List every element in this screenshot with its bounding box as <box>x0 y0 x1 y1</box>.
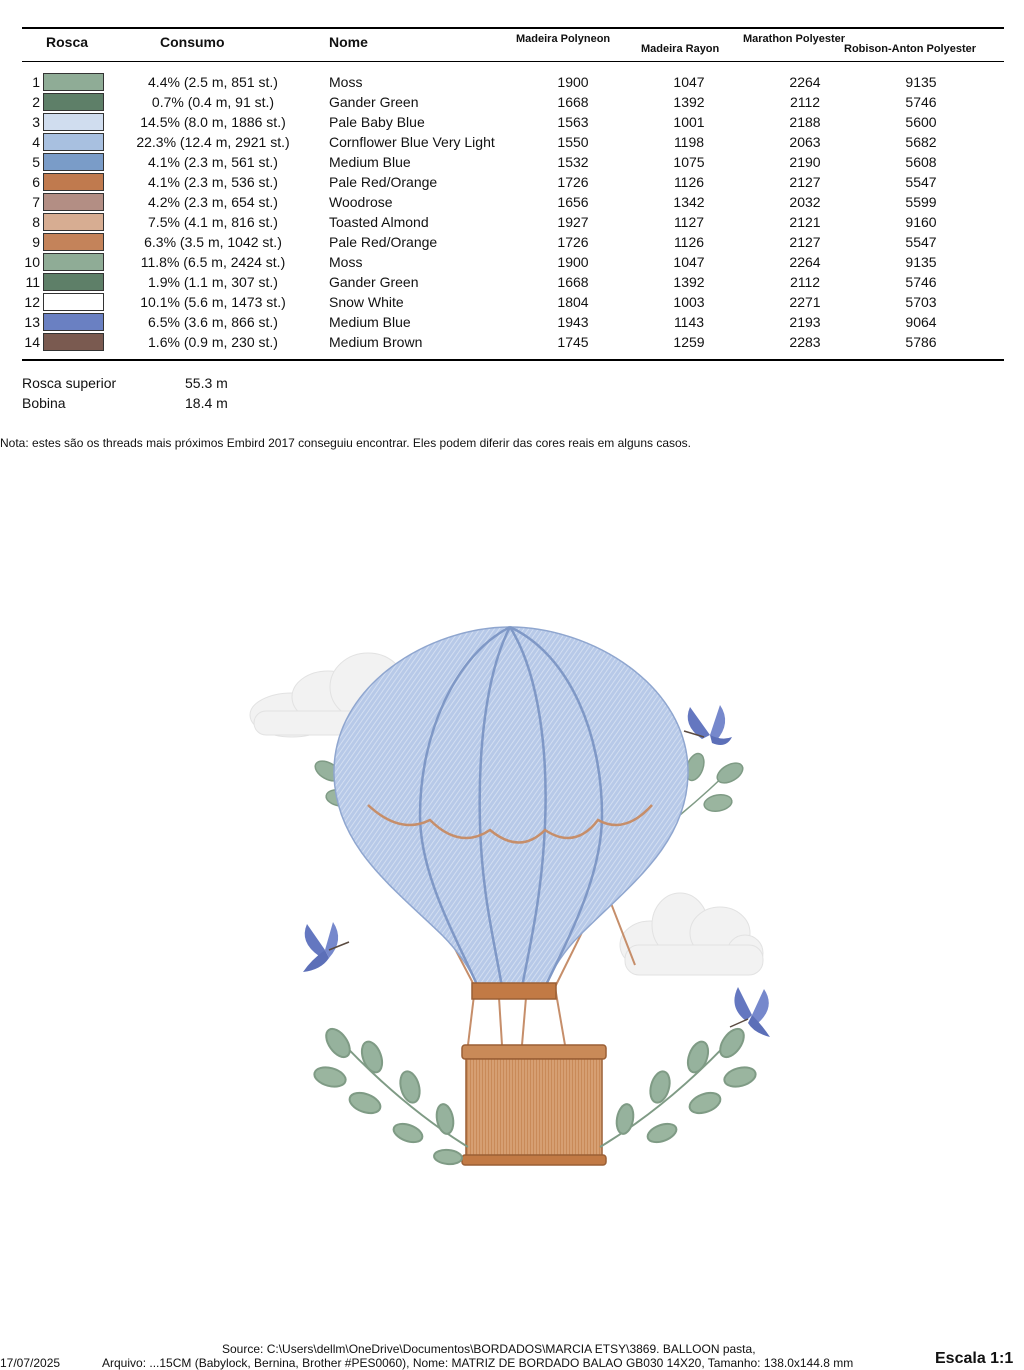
thread-robison: 9160 <box>905 214 937 230</box>
thread-row <box>0 132 1024 152</box>
thread-color-swatch <box>43 153 104 171</box>
thread-number: 7 <box>32 194 40 210</box>
thread-marathon: 2188 <box>789 114 821 130</box>
total-bobina-value: 18.4 m <box>185 395 228 411</box>
thread-name: Gander Green <box>329 274 419 290</box>
thread-consumo: 1.6% (0.9 m, 230 st.) <box>148 334 278 350</box>
thread-row <box>0 172 1024 192</box>
thread-number: 11 <box>25 274 40 290</box>
thread-madeira-rayon: 1392 <box>673 94 705 110</box>
thread-consumo: 0.7% (0.4 m, 91 st.) <box>151 94 275 110</box>
thread-madeira-polyneon: 1726 <box>557 234 589 250</box>
thread-marathon: 2264 <box>789 74 821 90</box>
thread-consumo: 11.8% (6.5 m, 2424 st.) <box>140 254 286 270</box>
thread-robison: 5600 <box>905 114 937 130</box>
thread-consumo: 7.5% (4.1 m, 816 st.) <box>148 214 278 230</box>
footer-arquivo: Arquivo: ...15CM (Babylock, Bernina, Brother #PES0060), Nome: MATRIZ DE BORDADO BALAO GB030 14X20, Tamanho: 138.0x144.8 mm <box>102 1356 854 1370</box>
thread-marathon: 2127 <box>789 234 821 250</box>
thread-robison: 5786 <box>905 334 937 350</box>
thread-number: 5 <box>32 154 40 170</box>
thread-madeira-rayon: 1075 <box>673 154 705 170</box>
thread-name: Woodrose <box>329 194 393 210</box>
thread-consumo: 22.3% (12.4 m, 2921 st.) <box>136 134 290 150</box>
thread-madeira-polyneon: 1550 <box>557 134 589 150</box>
thread-consumo: 10.1% (5.6 m, 1473 st.) <box>140 294 286 310</box>
thread-madeira-rayon: 1127 <box>673 214 705 230</box>
thread-name: Toasted Almond <box>329 214 429 230</box>
thread-name: Moss <box>329 254 363 270</box>
thread-name: Snow White <box>329 294 404 310</box>
header-madeira-polyneon: Madeira Polyneon <box>516 33 611 45</box>
thread-color-swatch <box>43 193 104 211</box>
thread-color-swatch <box>43 213 104 231</box>
thread-robison: 5682 <box>905 134 937 150</box>
thread-madeira-polyneon: 1804 <box>557 294 589 310</box>
thread-consumo: 6.3% (3.5 m, 1042 st.) <box>144 234 282 250</box>
balloon-basket <box>462 983 606 1165</box>
thread-number: 2 <box>32 94 40 110</box>
thread-madeira-polyneon: 1532 <box>557 154 589 170</box>
thread-row <box>0 92 1024 112</box>
total-superior-label: Rosca superior <box>22 375 117 391</box>
thread-consumo: 14.5% (8.0 m, 1886 st.) <box>140 114 286 130</box>
butterfly-upper-right <box>684 705 732 745</box>
thread-consumo: 4.1% (2.3 m, 536 st.) <box>148 174 278 190</box>
thread-name: Pale Red/Orange <box>329 174 438 190</box>
thread-row <box>0 212 1024 232</box>
thread-madeira-rayon: 1126 <box>673 174 705 190</box>
footer-date: 17/07/2025 <box>0 1356 61 1370</box>
butterfly-left <box>303 922 349 972</box>
thread-madeira-polyneon: 1900 <box>557 254 589 270</box>
thread-color-swatch <box>43 173 104 191</box>
thread-number: 3 <box>32 114 40 130</box>
thread-number: 6 <box>32 174 40 190</box>
thread-marathon: 2193 <box>789 314 821 330</box>
thread-robison: 5746 <box>905 94 937 110</box>
thread-row <box>0 312 1024 332</box>
thread-madeira-rayon: 1259 <box>673 334 705 350</box>
thread-robison: 5547 <box>905 174 937 190</box>
thread-madeira-rayon: 1392 <box>673 274 705 290</box>
thread-madeira-rayon: 1003 <box>673 294 705 310</box>
thread-consumo: 4.2% (2.3 m, 654 st.) <box>148 194 278 210</box>
thread-madeira-rayon: 1001 <box>673 114 705 130</box>
header-marathon: Marathon Polyester <box>743 33 846 45</box>
thread-madeira-rayon: 1047 <box>673 74 705 90</box>
thread-consumo: 4.4% (2.5 m, 851 st.) <box>148 74 278 90</box>
bottom-rule <box>22 359 1004 361</box>
header-consumo: Consumo <box>160 34 225 50</box>
total-bobina-label: Bobina <box>22 395 66 411</box>
thread-color-swatch <box>43 253 104 271</box>
header-robison: Robison-Anton Polyester <box>844 43 977 55</box>
leaf-branch-lower-left <box>312 1025 468 1165</box>
thread-table <box>0 72 1024 352</box>
thread-name: Pale Baby Blue <box>329 114 425 130</box>
thread-marathon: 2063 <box>789 134 821 150</box>
thread-color-swatch <box>43 233 104 251</box>
thread-robison: 9135 <box>905 74 937 90</box>
thread-name: Moss <box>329 74 363 90</box>
thread-note: Nota: estes são os threads mais próximos Embird 2017 conseguiu encontrar. Eles podem diferir das cores reais em alguns casos. <box>0 436 692 450</box>
thread-color-swatch <box>43 293 104 311</box>
thread-color-swatch <box>43 113 104 131</box>
thread-name: Medium Blue <box>329 314 411 330</box>
thread-marathon: 2264 <box>789 254 821 270</box>
thread-number: 1 <box>32 74 40 90</box>
thread-robison: 5703 <box>905 294 937 310</box>
footer-scale: Escala 1:1 <box>935 1350 1014 1367</box>
thread-row <box>0 152 1024 172</box>
thread-madeira-polyneon: 1900 <box>557 74 589 90</box>
thread-marathon: 2112 <box>789 274 821 290</box>
thread-madeira-rayon: 1342 <box>673 194 705 210</box>
thread-color-swatch <box>43 133 104 151</box>
thread-robison: 5608 <box>905 154 937 170</box>
balloon-embroidery-preview <box>240 615 780 1185</box>
thread-row <box>0 72 1024 92</box>
thread-marathon: 2121 <box>789 214 821 230</box>
footer-source: Source: C:\Users\dellm\OneDrive\Documentos\BORDADOS\MARCIA ETSY\3869. BALLOON pasta, <box>222 1342 756 1356</box>
thread-marathon: 2032 <box>789 194 821 210</box>
thread-robison: 5599 <box>905 194 937 210</box>
thread-robison: 5746 <box>905 274 937 290</box>
total-superior-value: 55.3 m <box>185 375 228 391</box>
thread-name: Medium Blue <box>329 154 411 170</box>
thread-madeira-rayon: 1198 <box>673 134 705 150</box>
thread-color-swatch <box>43 273 104 291</box>
thread-marathon: 2283 <box>789 334 821 350</box>
thread-consumo: 1.9% (1.1 m, 307 st.) <box>148 274 278 290</box>
cloud-right <box>620 893 763 975</box>
thread-madeira-polyneon: 1656 <box>557 194 589 210</box>
thread-madeira-polyneon: 1563 <box>557 114 589 130</box>
thread-madeira-polyneon: 1668 <box>557 274 589 290</box>
thread-color-swatch <box>43 73 104 91</box>
thread-robison: 5547 <box>905 234 937 250</box>
thread-number: 9 <box>32 234 40 250</box>
thread-number: 13 <box>24 314 40 330</box>
thread-marathon: 2190 <box>789 154 821 170</box>
thread-color-swatch <box>43 93 104 111</box>
thread-number: 12 <box>24 294 40 310</box>
thread-name: Cornflower Blue Very Light <box>329 134 495 150</box>
thread-madeira-polyneon: 1943 <box>557 314 589 330</box>
thread-marathon: 2112 <box>789 94 821 110</box>
thread-number: 10 <box>24 254 40 270</box>
thread-robison: 9064 <box>905 314 937 330</box>
thread-consumo: 4.1% (2.3 m, 561 st.) <box>148 154 278 170</box>
thread-name: Gander Green <box>329 94 419 110</box>
thread-row <box>0 272 1024 292</box>
thread-name: Pale Red/Orange <box>329 234 438 250</box>
thread-number: 8 <box>32 214 40 230</box>
top-rule <box>22 27 1004 29</box>
thread-row <box>0 332 1024 352</box>
header-nome: Nome <box>329 34 368 50</box>
thread-marathon: 2271 <box>789 294 821 310</box>
thread-row <box>0 292 1024 312</box>
thread-madeira-rayon: 1047 <box>673 254 705 270</box>
thread-color-swatch <box>43 313 104 331</box>
thread-madeira-polyneon: 1726 <box>557 174 589 190</box>
header-rule <box>22 61 1004 62</box>
thread-madeira-polyneon: 1927 <box>557 214 589 230</box>
thread-name: Medium Brown <box>329 334 423 350</box>
thread-robison: 9135 <box>905 254 937 270</box>
header-madeira-rayon: Madeira Rayon <box>641 43 720 55</box>
thread-row <box>0 252 1024 272</box>
thread-madeira-rayon: 1143 <box>673 314 705 330</box>
thread-row <box>0 232 1024 252</box>
thread-number: 14 <box>24 334 40 350</box>
thread-row <box>0 112 1024 132</box>
leaf-branch-lower-right <box>600 1025 758 1147</box>
thread-row <box>0 192 1024 212</box>
leaf-sprig-upper-right <box>680 751 746 815</box>
header-rosca: Rosca <box>46 34 89 50</box>
thread-madeira-rayon: 1126 <box>673 234 705 250</box>
thread-number: 4 <box>32 134 40 150</box>
thread-color-swatch <box>43 333 104 351</box>
thread-marathon: 2127 <box>789 174 821 190</box>
thread-madeira-polyneon: 1745 <box>557 334 589 350</box>
thread-madeira-polyneon: 1668 <box>557 94 589 110</box>
thread-consumo: 6.5% (3.6 m, 866 st.) <box>148 314 278 330</box>
